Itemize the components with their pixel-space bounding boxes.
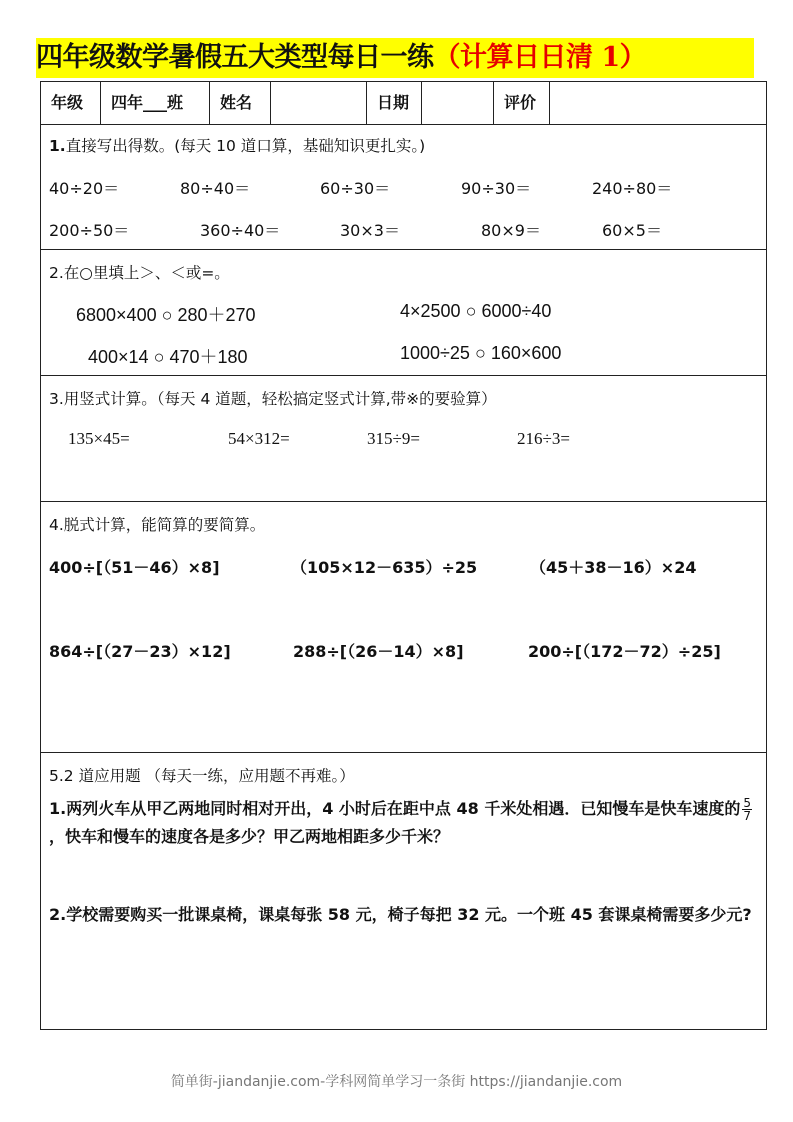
step-question: 200÷[（172－72）÷25] — [528, 642, 721, 661]
vertical-question: 315÷9= — [367, 429, 420, 448]
class-label: 四年___班 — [101, 82, 210, 124]
oral-question: 200÷50＝ — [49, 221, 130, 240]
date-field[interactable] — [422, 82, 494, 124]
worksheet-table — [40, 81, 767, 1030]
step-question: 400÷[（51－46）×8] — [49, 558, 220, 577]
title-highlight: （计算日日清 1） — [433, 42, 647, 73]
date-label: 日期 — [367, 82, 422, 124]
section5-title: 5.2 道应用题 （每天一练，应用题不再难。） — [49, 767, 355, 785]
word-problem-2: 2.学校需要购买一批课桌椅，课桌每张 58 元，椅子每把 32 元。一个班 45 套课桌椅需要多少元? — [49, 905, 752, 924]
section-step-calculation — [41, 502, 766, 753]
footer-watermark: 简单街-jiandanjie.com-学科网简单学习一条街 https://jiandanjie.com — [170, 1074, 623, 1090]
oral-question: 360÷40＝ — [200, 221, 281, 240]
section3-title: 3.用竖式计算。（每天 4 道题，轻松搞定竖式计算,带※的要验算） — [49, 390, 497, 408]
compare-question: 1000÷25 ○ 160×600 — [400, 343, 562, 363]
oral-question: 90÷30＝ — [461, 179, 532, 198]
word-problem-1: 1.两列火车从甲乙两地同时相对开出，4 小时后在距中点 48 千米处相遇．已知慢车是快车速度的 $\frac{5}{7}$ ，快车和慢车的速度各是多少？甲乙两地相距多少千米？ — [49, 796, 751, 846]
section-vertical-calculation — [41, 376, 766, 502]
section2-title: 2.在○里填上＞、＜或=。 — [49, 264, 230, 282]
page-title — [36, 38, 754, 78]
oral-question: 60×5＝ — [602, 221, 662, 240]
vertical-question: 54×312= — [228, 429, 290, 448]
section4-title: 4.脱式计算，能简算的要简算。 — [49, 516, 266, 534]
vertical-question: 216÷3= — [517, 429, 570, 448]
eval-field[interactable] — [550, 82, 765, 124]
header-row — [41, 82, 766, 125]
grade-label: 年级 — [41, 82, 101, 124]
section-oral-calculation — [41, 124, 766, 250]
section-word-problems — [41, 753, 766, 1029]
name-field[interactable] — [271, 82, 367, 124]
title-highlight-band — [36, 38, 754, 78]
oral-question: 80×9＝ — [481, 221, 541, 240]
step-question: 864÷[（27－23）×12] — [49, 642, 231, 661]
fraction: $\frac{5}{7}$ — [743, 796, 751, 823]
section1-title: 1.直接写出得数。(每天 10 道口算，基础知识更扎实。) — [49, 137, 426, 155]
compare-question: 6800×400 ○ 280＋270 — [76, 305, 256, 325]
step-question: （45＋38－16）×24 — [530, 558, 697, 577]
section-compare — [41, 250, 766, 376]
compare-question: 4×2500 ○ 6000÷40 — [400, 301, 552, 321]
title-main: 四年级数学暑假五大类型每日一练 — [36, 42, 434, 73]
oral-question: 60÷30＝ — [320, 179, 391, 198]
step-question: （105×12－635）÷25 — [291, 558, 478, 577]
oral-question: 240÷80＝ — [592, 179, 673, 198]
step-question: 288÷[（26－14）×8] — [293, 642, 464, 661]
name-label: 姓名 — [210, 82, 271, 124]
oral-question: 80÷40＝ — [180, 179, 251, 198]
vertical-question: 135×45= — [68, 429, 130, 448]
oral-question: 40÷20＝ — [49, 179, 120, 198]
compare-question: 400×14 ○ 470＋180 — [88, 347, 248, 367]
eval-label: 评价 — [494, 82, 550, 124]
oral-question: 30×3＝ — [340, 221, 400, 240]
